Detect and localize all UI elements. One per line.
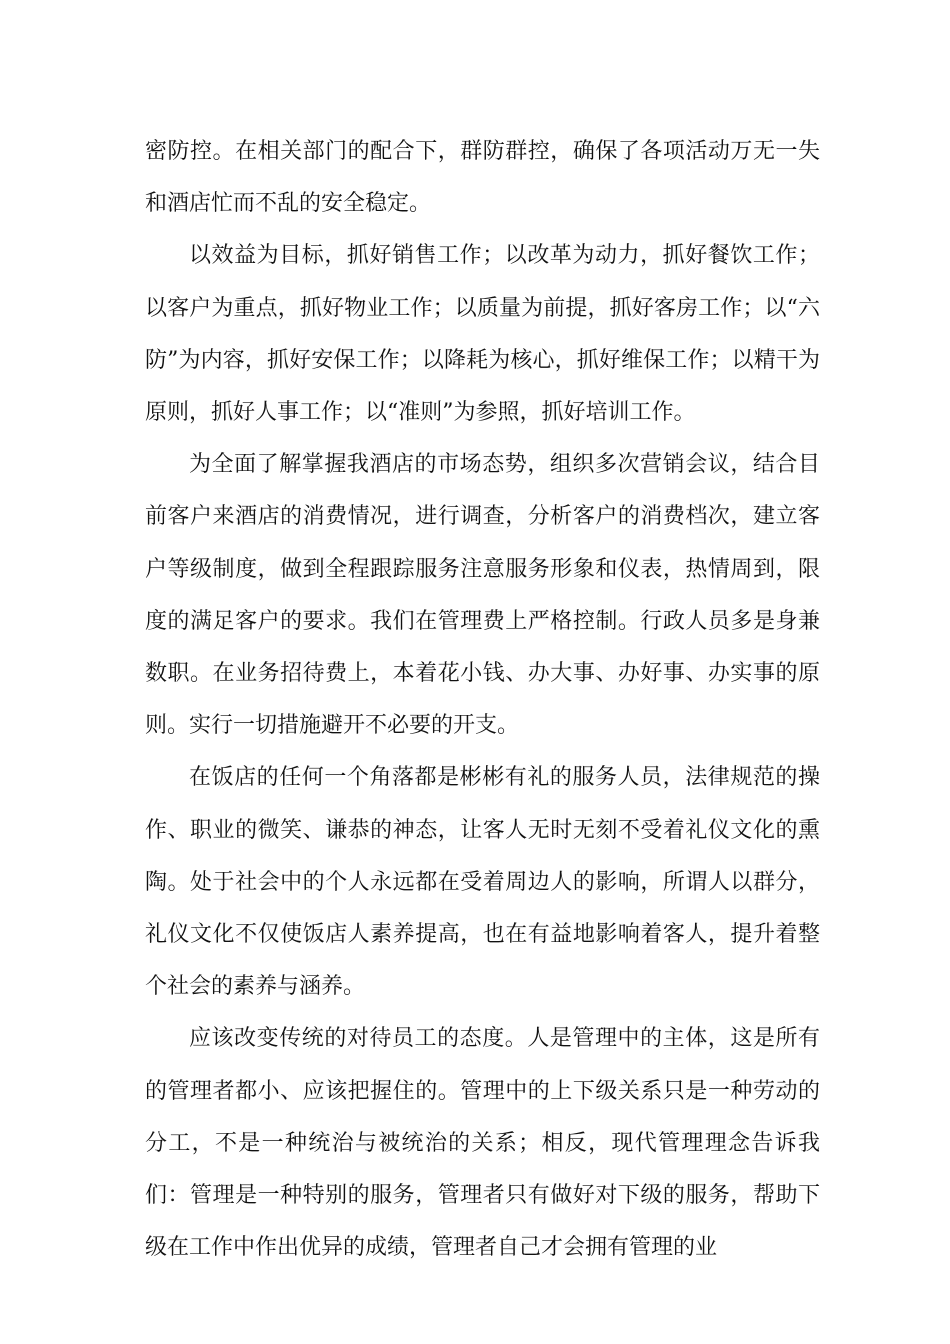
- paragraph-continuation: 密防控。在相关部门的配合下，群防群控，确保了各项活动万无一失和酒店忙而不乱的安全稳定。: [145, 139, 820, 217]
- paragraph-work-priorities: 以效益为目标，抓好销售工作；以改革为动力，抓好餐饮工作；以客户为重点，抓好物业工作；以质量为前提，抓好客房工作；以“六防”为内容，抓好安保工作；以降耗为核心，抓好维保工作；以精干为原则，抓好人事工作；以“准则”为参照，抓好培训工作。: [145, 243, 820, 426]
- paragraph-market-analysis: 为全面了解掌握我酒店的市场态势，组织多次营销会议，结合目前客户来酒店的消费情况，进行调查，分析客户的消费档次，建立客户等级制度，做到全程跟踪服务注意服务形象和仪表，热情周到，限度的满足客户的要求。我们在管理费上严格控制。行政人员多是身兼数职。在业务招待费上，本着花小钱、办大事、办好事、办实事的原则。实行一切措施避开不必要的开支。: [145, 452, 820, 739]
- paragraph-etiquette-culture: 在饭店的任何一个角落都是彬彬有礼的服务人员，法律规范的操作、职业的微笑、谦恭的神态，让客人无时无刻不受着礼仪文化的熏陶。处于社会中的个人永远都在受着周边人的影响，所谓人以群分，礼仪文化不仅使饭店人素养提高，也在有益地影响着客人，提升着整个社会的素养与涵养。: [145, 765, 820, 1000]
- document-body: [145, 126, 820, 1274]
- paragraph-staff-management: 应该改变传统的对待员工的态度。人是管理中的主体，这是所有的管理者都小、应该把握住的。管理中的上下级关系只是一种劳动的分工，不是一种统治与被统治的关系；相反，现代管理理念告诉我们：管理是一种特别的服务，管理者只有做好对下级的服务，帮助下级在工作中作出优异的成绩，管理者自己才会拥有管理的业: [145, 1026, 820, 1261]
